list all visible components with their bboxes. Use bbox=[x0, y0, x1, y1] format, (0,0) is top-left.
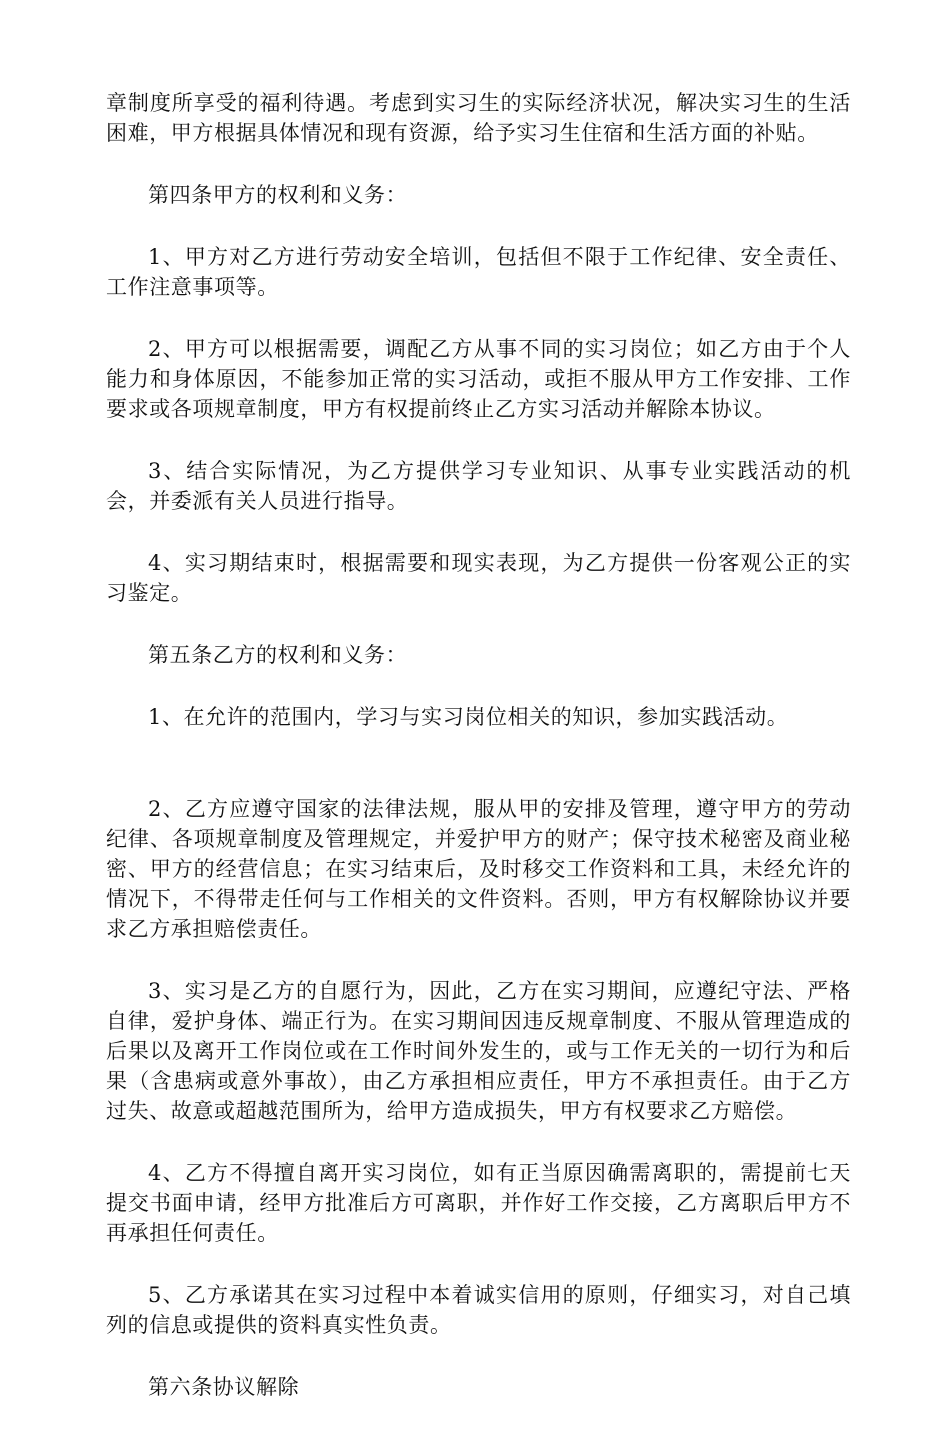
article-five-item-1: 1、在允许的范围内，学习与实习岗位相关的知识，参加实践活动。 bbox=[148, 705, 789, 729]
article-four-item-3: 3、结合实际情况，为乙方提供学习专业知识、从事专业实践活动的机会，并委派有关人员进行指导。 bbox=[106, 459, 851, 513]
document-body bbox=[106, 88, 851, 1434]
article-five-item-5: 5、乙方承诺其在实习过程中本着诚实信用的原则，仔细实习，对自己填列的信息或提供的资料真实性负责。 bbox=[106, 1283, 851, 1337]
article-four-item-2: 2、甲方可以根据需要，调配乙方从事不同的实习岗位；如乙方由于个人能力和身体原因，不能参加正常的实习活动，或拒不服从甲方工作安排、工作要求或各项规章制度，甲方有权提前终止乙方实习活动并解除本协议。 bbox=[106, 337, 851, 421]
article-four-heading: 第四条甲方的权利和义务： bbox=[148, 183, 408, 207]
article-five-heading: 第五条乙方的权利和义务： bbox=[148, 643, 408, 667]
article-four-item-4: 4、实习期结束时，根据需要和现实表现，为乙方提供一份客观公正的实习鉴定。 bbox=[106, 551, 851, 605]
article-five-item-3: 3、实习是乙方的自愿行为，因此，乙方在实习期间，应遵纪守法、严格自律，爱护身体、端正行为。在实习期间因违反规章制度、不服从管理造成的后果以及离开工作岗位或在工作时间外发生的，或与工作无关的一切行为和后果（含患病或意外事故），由乙方承担相应责任，甲方不承担责任。由于乙方过失、故意或超越范围所为，给甲方造成损失，甲方有权要求乙方赔偿。 bbox=[106, 979, 851, 1123]
article-six-heading: 第六条协议解除 bbox=[148, 1375, 300, 1399]
paragraph-benefits-continuation: 章制度所享受的福利待遇。考虑到实习生的实际经济状况，解决实习生的生活困难，甲方根据具体情况和现有资源，给予实习生住宿和生活方面的补贴。 bbox=[106, 91, 851, 145]
article-five-item-2: 2、乙方应遵守国家的法律法规，服从甲的安排及管理，遵守甲方的劳动纪律、各项规章制度及管理规定，并爱护甲方的财产；保守技术秘密及商业秘密、甲方的经营信息；在实习结束后，及时移交工作资料和工具，未经允许的情况下，不得带走任何与工作相关的文件资料。否则，甲方有权解除协议并要求乙方承担赔偿责任。 bbox=[106, 797, 851, 941]
article-five-item-4: 4、乙方不得擅自离开实习岗位，如有正当原因确需离职的，需提前七天提交书面申请，经甲方批准后方可离职，并作好工作交接，乙方离职后甲方不再承担任何责任。 bbox=[106, 1161, 851, 1245]
article-four-item-1: 1、甲方对乙方进行劳动安全培训，包括但不限于工作纪律、安全责任、工作注意事项等。 bbox=[106, 245, 851, 299]
